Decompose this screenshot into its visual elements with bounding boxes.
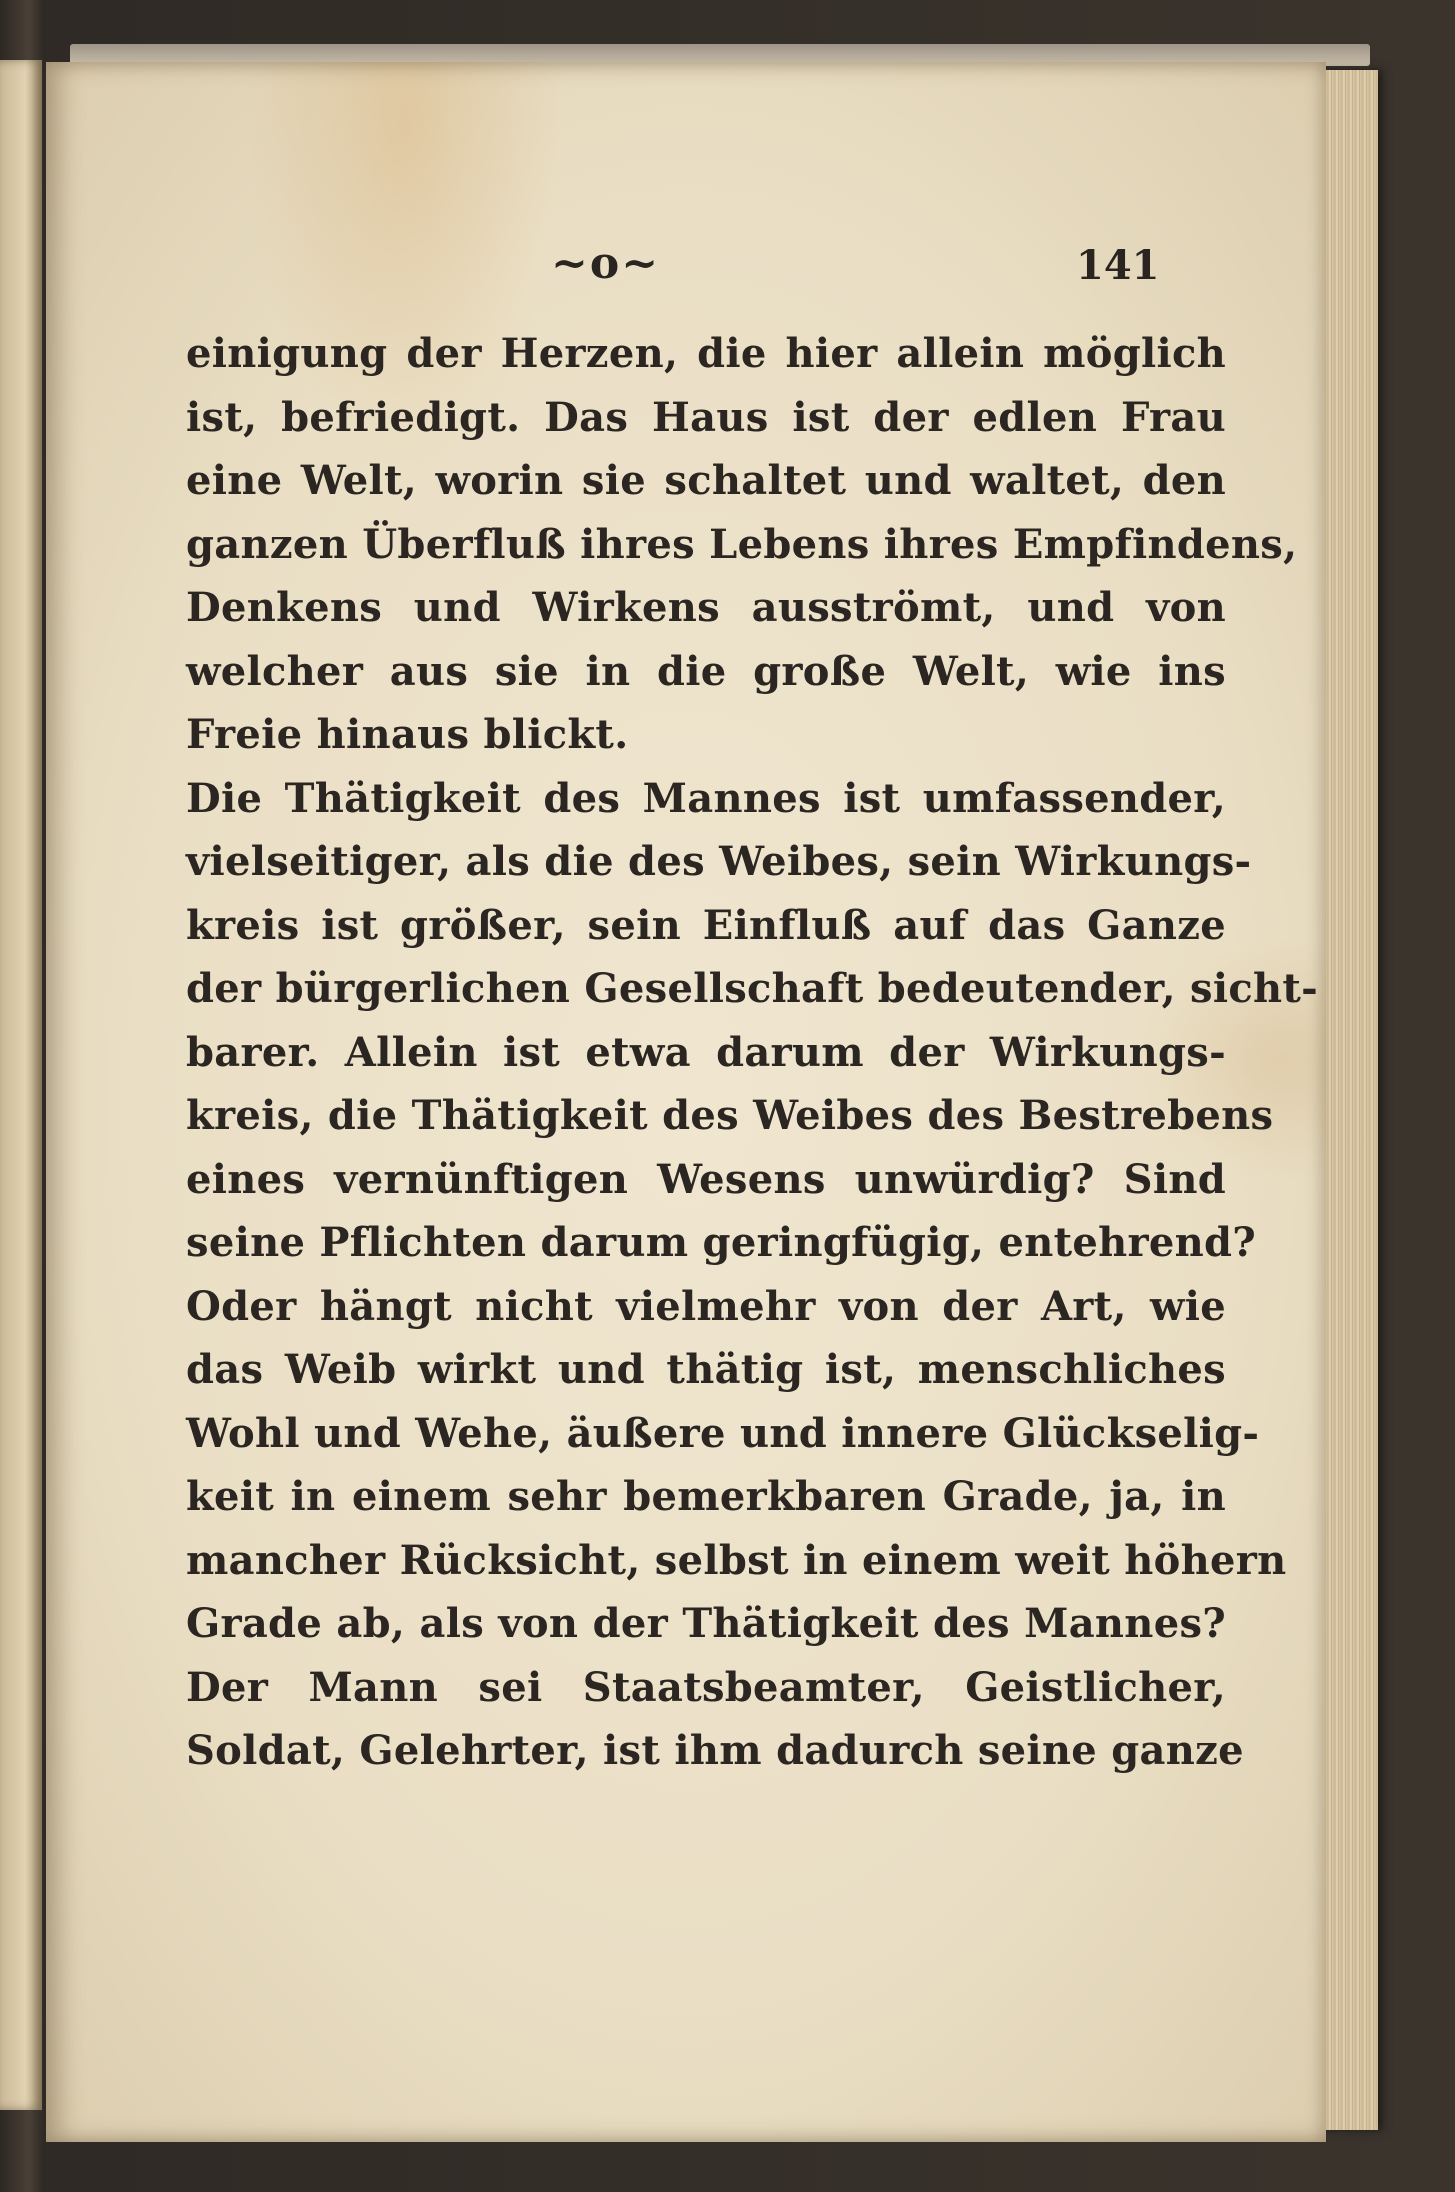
text-line: Die Thätigkeit des Mannes ist umfassender,: [186, 774, 1226, 822]
text-line: Freie hinaus blickt.: [186, 711, 629, 758]
page-header: [46, 232, 1326, 312]
text-line: Wohl und Wehe, äußere und innere Glückselig-: [186, 1409, 1260, 1457]
text-line: barer. Allein ist etwa darum der Wirkungs-: [186, 1028, 1226, 1076]
text-line: kreis ist größer, sein Einfluß auf das Ganze: [186, 901, 1226, 949]
text-line: Grade ab, als von der Thätigkeit des Mannes?: [186, 1600, 1226, 1647]
page-number: 141: [1076, 242, 1160, 289]
text-line: ist, befriedigt. Das Haus ist der edlen Frau: [186, 393, 1226, 441]
body-text: [186, 322, 1319, 1783]
text-line: ganzen Überfluß ihres Lebens ihres Empfindens,: [186, 520, 1298, 568]
text-line: welcher aus sie in die große Welt, wie ins: [186, 647, 1226, 695]
text-line: mancher Rücksicht, selbst in einem weit höhern: [186, 1536, 1287, 1584]
text-line: eines vernünftigen Wesens unwürdig? Sind: [186, 1155, 1226, 1203]
text-line: Soldat, Gelehrter, ist ihm dadurch seine ganze: [186, 1727, 1244, 1774]
left-page-edge: [0, 60, 42, 2110]
page-stack-edge: [1318, 70, 1378, 2130]
text-line: einigung der Herzen, die hier allein möglich: [186, 330, 1226, 377]
text-line: der bürgerlichen Gesellschaft bedeutender, sicht-: [186, 965, 1319, 1012]
text-line: kreis, die Thätigkeit des Weibes des Bestrebens: [186, 1092, 1274, 1139]
text-line: Oder hängt nicht vielmehr von der Art, wie: [186, 1282, 1226, 1330]
header-ornament: ~o~: [551, 238, 661, 289]
text-line: Denkens und Wirkens ausströmt, und von: [186, 584, 1226, 631]
text-line: eine Welt, worin sie schaltet und waltet, den: [186, 457, 1226, 504]
text-line: seine Pflichten darum geringfügig, entehrend?: [186, 1219, 1257, 1266]
book-page: [46, 62, 1326, 2142]
text-line: Der Mann sei Staatsbeamter, Geistlicher,: [186, 1663, 1226, 1711]
text-line: das Weib wirkt und thätig ist, menschliches: [186, 1346, 1226, 1393]
text-line: keit in einem sehr bemerkbaren Grade, ja, in: [186, 1473, 1226, 1520]
text-line: vielseitiger, als die des Weibes, sein Wirkungs-: [186, 838, 1252, 885]
